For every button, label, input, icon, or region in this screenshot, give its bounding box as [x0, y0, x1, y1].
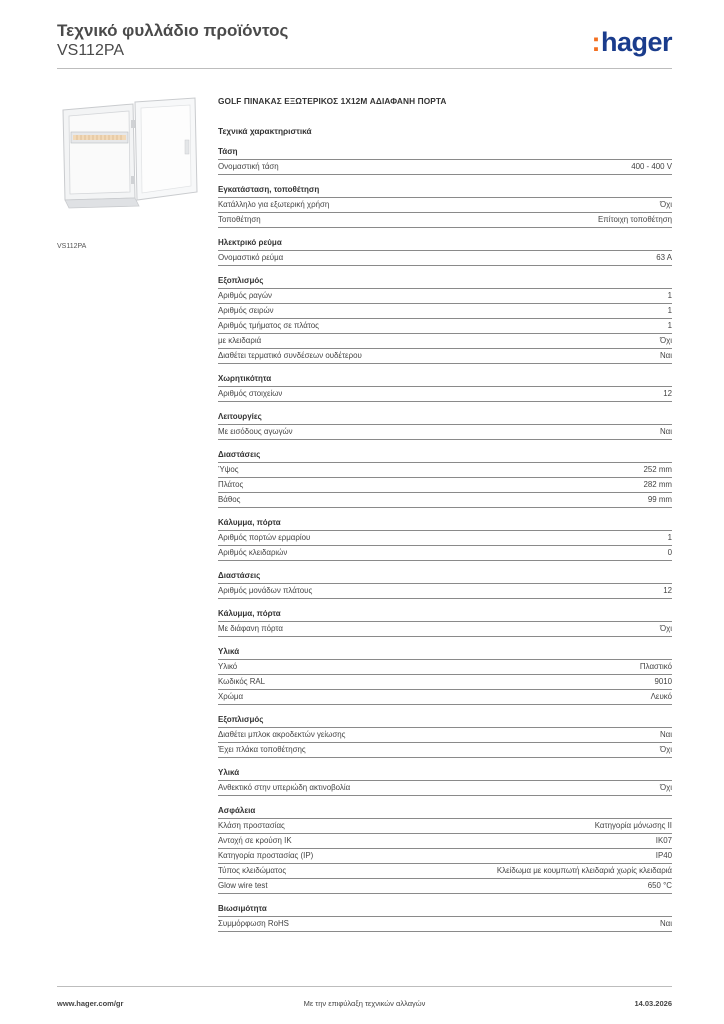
spec-label: με κλειδαριά [218, 336, 262, 345]
spec-section [218, 517, 672, 561]
spec-label: Συμμόρφωση RoHS [218, 919, 289, 928]
spec-value: 1 [667, 306, 672, 315]
spec-value: 63 A [656, 253, 672, 262]
spec-value: 9010 [654, 677, 672, 686]
spec-label: Ύψος [218, 465, 239, 474]
spec-section [218, 570, 672, 599]
section-title: Ηλεκτρικό ρεύμα [218, 237, 672, 251]
section-title: Λειτουργίες [218, 411, 672, 425]
section-title: Κάλυμμα, πόρτα [218, 608, 672, 622]
spec-value: 650 °C [647, 881, 672, 890]
spec-value: 12 [663, 389, 672, 398]
spec-label: Ανθεκτικό στην υπεριώδη ακτινοβολία [218, 783, 351, 792]
specs-heading: Τεχνικά χαρακτηριστικά [218, 126, 312, 136]
spec-value: 99 mm [647, 495, 672, 504]
product-name: GOLF ΠΙΝΑΚΑΣ ΕΞΩΤΕΡΙΚΟΣ 1X12M ΑΔΙΑΦΑΝΗ ΠΟΡΤΑ [218, 96, 447, 106]
spec-row [218, 728, 672, 743]
spec-value: 0 [667, 548, 672, 557]
spec-label: Με εισόδους αγωγών [218, 427, 293, 436]
spec-value: Ναι [659, 730, 672, 739]
spec-section [218, 411, 672, 440]
footer-divider [57, 986, 672, 987]
spec-value: 252 mm [643, 465, 672, 474]
spec-value: 1 [667, 533, 672, 542]
spec-section [218, 608, 672, 637]
spec-value: Ναι [659, 427, 672, 436]
spec-value: Ναι [659, 351, 672, 360]
spec-row [218, 864, 672, 879]
spec-label: Διαθέτει μπλοκ ακροδεκτών γείωσης [218, 730, 346, 739]
footer-website[interactable]: www.hager.com/gr [57, 999, 124, 1008]
spec-section [218, 449, 672, 508]
spec-section [218, 237, 672, 266]
spec-row [218, 622, 672, 637]
spec-value: Ναι [659, 919, 672, 928]
section-title: Ασφάλεια [218, 805, 672, 819]
spec-row [218, 917, 672, 932]
spec-value: 1 [667, 291, 672, 300]
spec-label: Υλικό [218, 662, 238, 671]
spec-section [218, 373, 672, 402]
spec-value: Όχι [659, 200, 672, 209]
section-title: Χωρητικότητα [218, 373, 672, 387]
spec-label: Με διάφανη πόρτα [218, 624, 283, 633]
spec-label: Κλάση προστασίας [218, 821, 285, 830]
spec-label: Αντοχή σε κρούση IK [218, 836, 292, 845]
spec-row [218, 334, 672, 349]
spec-row [218, 660, 672, 675]
spec-section [218, 903, 672, 932]
section-title: Υλικά [218, 767, 672, 781]
spec-value: Κατηγορία μόνωσης II [594, 821, 672, 830]
spec-row [218, 531, 672, 546]
spec-row [218, 879, 672, 894]
spec-row [218, 425, 672, 440]
spec-row [218, 304, 672, 319]
spec-section [218, 714, 672, 758]
spec-label: Κατηγορία προστασίας (IP) [218, 851, 314, 860]
section-title: Εξοπλισμός [218, 275, 672, 289]
spec-label: Glow wire test [218, 881, 268, 890]
footer-date: 14.03.2026 [634, 999, 672, 1008]
spec-content [218, 96, 672, 932]
spec-label: Πλάτος [218, 480, 244, 489]
logo-colon: : [591, 27, 600, 57]
spec-label: Βάθος [218, 495, 241, 504]
spec-row [218, 387, 672, 402]
spec-row [218, 834, 672, 849]
spec-label: Αριθμός πορτών ερμαρίου [218, 533, 311, 542]
product-image [57, 96, 207, 228]
spec-label: Ονομαστικό ρεύμα [218, 253, 284, 262]
spec-value: Όχι [659, 624, 672, 633]
footer-note: Με την επιφύλαξη τεχνικών αλλαγών [303, 999, 426, 1008]
spec-label: Κωδικός RAL [218, 677, 266, 686]
spec-row [218, 213, 672, 228]
logo-text: hager [600, 27, 672, 57]
section-title: Υλικά [218, 646, 672, 660]
spec-row [218, 675, 672, 690]
spec-row [218, 198, 672, 213]
spec-label: Τοποθέτηση [218, 215, 261, 224]
spec-label: Αριθμός ραγών [218, 291, 272, 300]
spec-row [218, 690, 672, 705]
spec-label: Έχει πλάκα τοποθέτησης [218, 745, 306, 754]
spec-value: IK07 [655, 836, 672, 845]
section-title: Διαστάσεις [218, 449, 672, 463]
spec-row [218, 493, 672, 508]
spec-value: Όχι [659, 336, 672, 345]
spec-section [218, 646, 672, 705]
spec-section [218, 146, 672, 175]
section-title: Βιωσιμότητα [218, 903, 672, 917]
document-header [57, 21, 288, 61]
spec-sections [218, 146, 672, 932]
spec-label: Διαθέτει τερματικό συνδέσεων ουδέτερου [218, 351, 362, 360]
spec-value: Όχι [659, 783, 672, 792]
spec-section [218, 805, 672, 894]
document-title: Τεχνικό φυλλάδιο προϊόντος [57, 21, 289, 40]
spec-row [218, 319, 672, 334]
spec-row [218, 849, 672, 864]
section-title: Διαστάσεις [218, 570, 672, 584]
spec-label: Ονομαστική τάση [218, 162, 279, 171]
product-code: VS112PA [57, 42, 125, 59]
spec-value: 400 - 400 V [631, 162, 672, 171]
header-divider [57, 68, 672, 69]
spec-value: Λευκό [650, 692, 672, 701]
spec-row [218, 251, 672, 266]
spec-section [218, 767, 672, 796]
spec-label: Αριθμός τμήματος σε πλάτος [218, 321, 319, 330]
spec-row [218, 160, 672, 175]
spec-label: Κατάλληλο για εξωτερική χρήση [218, 200, 330, 209]
spec-label: Αριθμός στοιχείων [218, 389, 283, 398]
spec-value: 1 [667, 321, 672, 330]
spec-row [218, 743, 672, 758]
spec-row [218, 546, 672, 561]
spec-row [218, 289, 672, 304]
section-title: Κάλυμμα, πόρτα [218, 517, 672, 531]
spec-label: Αριθμός κλειδαριών [218, 548, 288, 557]
spec-row [218, 478, 672, 493]
spec-value: Όχι [659, 745, 672, 754]
image-caption: VS112PA [57, 243, 87, 250]
spec-value: IP40 [655, 851, 672, 860]
spec-value: 12 [663, 586, 672, 595]
spec-row [218, 781, 672, 796]
spec-section [218, 275, 672, 364]
spec-row [218, 819, 672, 834]
spec-label: Τύπος κλειδώματος [218, 866, 287, 875]
spec-value: 282 mm [643, 480, 672, 489]
spec-value: Επίτοιχη τοποθέτηση [597, 215, 672, 224]
spec-label: Αριθμός μονάδων πλάτους [218, 586, 313, 595]
spec-row [218, 349, 672, 364]
spec-label: Αριθμός σειρών [218, 306, 274, 315]
spec-label: Χρώμα [218, 692, 244, 701]
hager-logo [591, 28, 672, 56]
section-title: Τάση [218, 146, 672, 160]
spec-row [218, 463, 672, 478]
spec-section [218, 184, 672, 228]
spec-row [218, 584, 672, 599]
spec-value: Κλείδωμα με κουμπωτή κλειδαριά χωρίς κλειδαριά [496, 866, 672, 875]
spec-value: Πλαστικό [639, 662, 672, 671]
section-title: Εγκατάσταση, τοποθέτηση [218, 184, 672, 198]
section-title: Εξοπλισμός [218, 714, 672, 728]
